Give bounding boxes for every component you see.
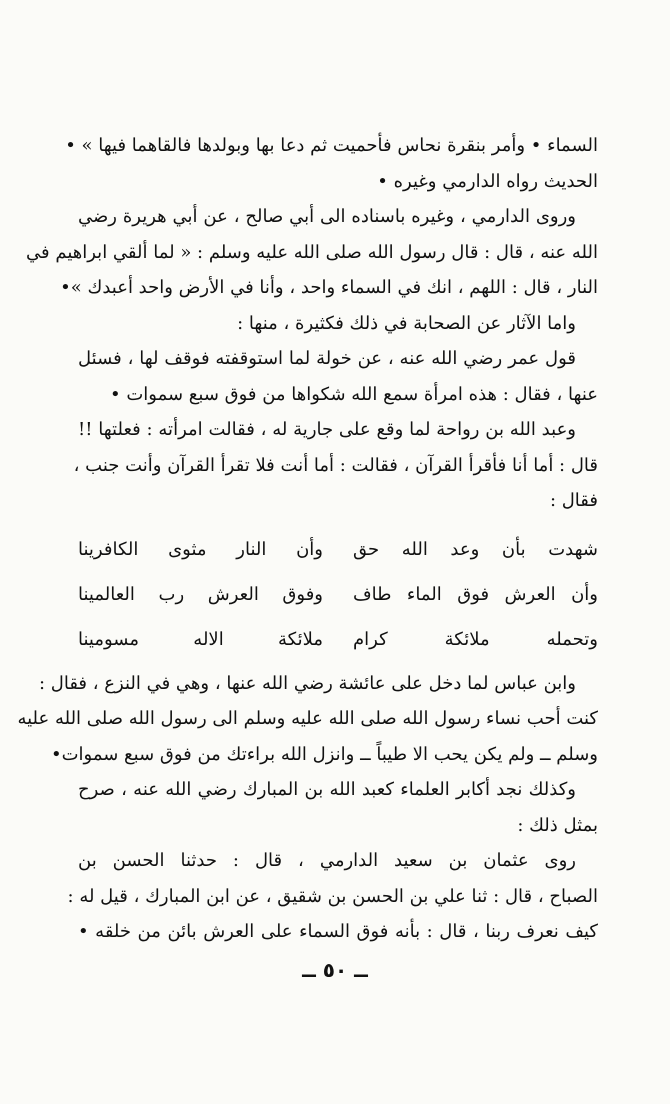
text-line: كنت أحب نساء رسول الله صلى الله عليه وسلم الى رسول الله صلى الله عليه [17,708,598,729]
text-line: النار ، قال : اللهم ، انك في السماء واحد ، وأنا في الأرض واحد أعبدك »• [60,277,598,298]
poem [78,527,598,662]
poem-verse [78,572,598,617]
text-line: كيف نعرف ربنا ، قال : بأنه فوق السماء على العرش بائن من خلقه • [78,921,598,942]
text-line: وعبد الله بن رواحة لما وقع على جارية له ، فقالت امرأته : فعلتها !! [78,419,576,440]
poem-verse [78,527,598,572]
verse-first-hemistich: وأن العرش فوق الماء طاف [353,583,598,605]
text-line: روى عثمان بن سعيد الدارمي ، قال : حدثنا الحسن بن [78,850,576,871]
paragraph-6 [17,666,598,773]
text-line: بمثل ذلك : [517,814,598,836]
verse-first-hemistich: شهدت بأن وعد الله حق [353,538,598,560]
paragraph-1 [65,128,598,199]
paragraph-4 [78,341,598,412]
paragraph-7 [78,772,598,843]
text-line: وروى الدارمي ، وغيره باسناده الى أبي صالح ، عن أبي هريرة رضي [78,206,576,227]
text-line: قول عمر رضي الله عنه ، عن خولة لما استوقفته فوقف لها ، فسئل [78,348,576,369]
text-line: وابن عباس لما دخل على عائشة رضي الله عنها ، وهي في النزع ، فقال : [38,672,576,694]
verse-second-hemistich: ملائكة الاله مسومينا [78,628,323,650]
text-line: واما الآثار عن الصحابة في ذلك فكثيرة ، منها : [237,312,576,334]
text-line: وكذلك نجد أكابر العلماء كعبد الله بن المبارك رضي الله عنه ، صرح [78,779,576,800]
text-line: الصباح ، قال : ثنا علي بن الحسن بن شقيق ، عن ابن المبارك ، قيل له : [67,885,598,907]
paragraph-2 [26,199,598,306]
verse-second-hemistich: وأن النار مثوى الكافرينا [78,538,323,560]
text-line: السماء • وأمر بنقرة نحاس فأحميت ثم دعا بها وبولدها فالقاهما فيها » • [65,135,598,156]
text-line: الحديث رواه الدارمي وغيره • [377,170,598,192]
paragraph-3 [78,306,598,342]
text-line: وسلم ــ ولم يكن يحب الا طيباً ــ وانزل الله براءتك من فوق سبع سموات• [50,743,598,765]
paragraph-5 [73,412,598,519]
poem-verse [78,617,598,662]
text-line: فقال : [549,490,598,511]
text-line: الله عنه ، قال : قال رسول الله صلى الله عليه وسلم : « لما ألقي ابراهيم في [26,241,598,263]
page-number: ــ ٥٠ ــ [302,958,368,982]
text-line: عنها ، فقال : هذه امرأة سمع الله شكواها من فوق سبع سموات • [110,383,598,405]
page-body [17,128,598,950]
verse-second-hemistich: وفوق العرش رب العالمينا [78,583,323,605]
verse-first-hemistich: وتحمله ملائكة كرام [353,628,598,650]
text-line: قال : أما أنا فأقرأ القرآن ، فقالت : أما أنت فلا تقرأ القرآن وأنت جنب ، [73,454,598,476]
paragraph-8 [67,843,598,950]
